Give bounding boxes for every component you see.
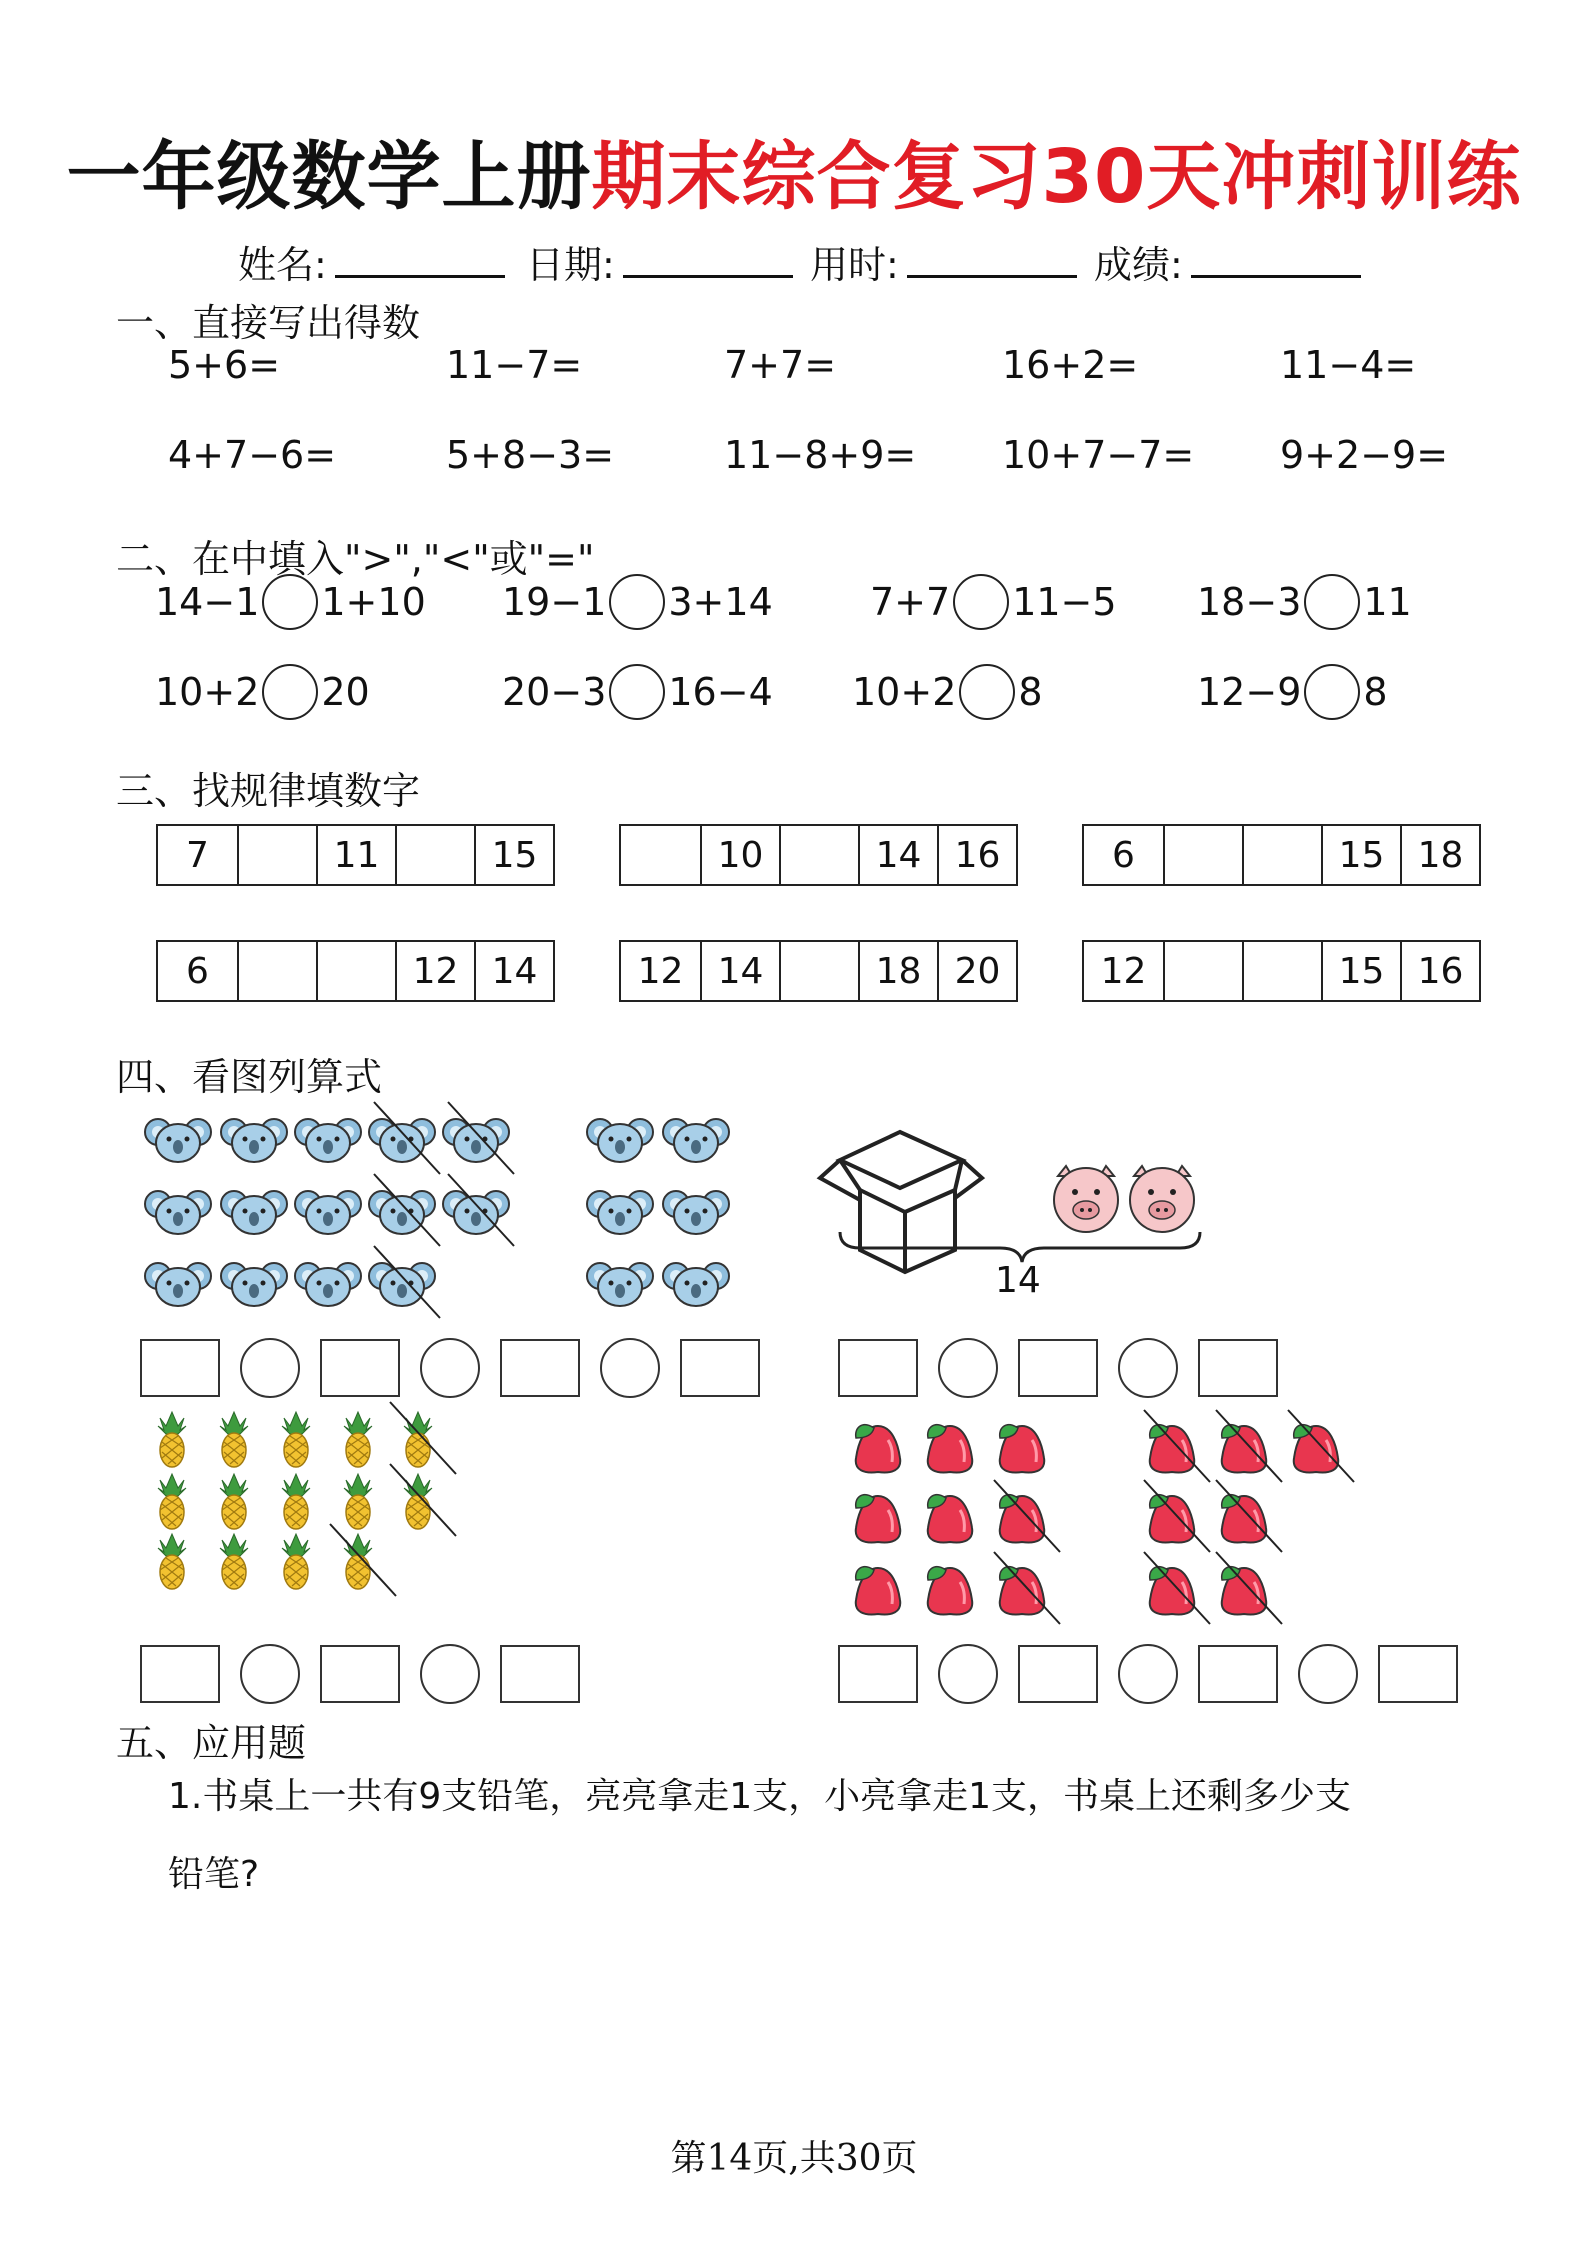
time-label: 用时: — [810, 243, 899, 287]
sequence-cell: 6 — [1112, 834, 1135, 876]
sequence-cell: 14 — [858, 826, 937, 884]
koala-icon — [587, 1191, 653, 1234]
arith-item: 4+7−6= — [168, 433, 337, 477]
score-label: 成绩: — [1094, 243, 1183, 287]
arith-item: 10+7−7= — [1002, 433, 1195, 477]
answer-box[interactable] — [680, 1339, 760, 1397]
arith-item: 11−4= — [1280, 343, 1417, 387]
operator-circle[interactable] — [1118, 1644, 1178, 1704]
section-4-heading: 四、看图列算式 — [116, 1055, 383, 1099]
sequence-cell: 16 — [1400, 942, 1479, 1000]
answer-box[interactable] — [140, 1339, 220, 1397]
sequence-cell: 11 — [316, 826, 395, 884]
koala-icon — [295, 1263, 361, 1306]
apple-icon — [1222, 1567, 1267, 1615]
sequence-cell: 12 — [395, 942, 474, 1000]
answer-box[interactable] — [838, 1645, 918, 1703]
operator-circle[interactable] — [600, 1338, 660, 1398]
pineapple-group — [158, 1402, 456, 1596]
operator-circle[interactable] — [938, 1644, 998, 1704]
compare-item: 10+2 20 — [155, 664, 370, 720]
answer-box[interactable] — [320, 1339, 400, 1397]
compare-item: 19−1 3+14 — [502, 574, 773, 630]
sequence-cell: 15 — [1321, 826, 1400, 884]
sequence-cell: 18 — [1400, 826, 1479, 884]
answer-box[interactable] — [1378, 1645, 1458, 1703]
sequence-cell: 14 — [700, 942, 779, 1000]
apple-icon — [928, 1425, 973, 1473]
koala-icon — [587, 1119, 653, 1162]
pineapple-icon — [158, 1474, 186, 1529]
arith-item: 11−7= — [446, 343, 583, 387]
sequence-cell: 14 — [474, 942, 553, 1000]
koala-icon — [663, 1119, 729, 1162]
arith-item: 9+2−9= — [1280, 433, 1449, 477]
apple-icon — [1294, 1425, 1339, 1473]
operator-circle[interactable] — [1298, 1644, 1358, 1704]
sequence-cell: 15 — [474, 826, 553, 884]
title-red: 期末综合复习30天冲刺训练 — [591, 134, 1522, 220]
pineapple-icon — [344, 1534, 372, 1589]
compare-item: 18−3 11 — [1197, 574, 1412, 630]
apple-icon — [1000, 1425, 1045, 1473]
section-5-heading: 五、应用题 — [116, 1721, 307, 1765]
equation-blanks-pineapple — [140, 1644, 580, 1704]
equation-blanks-koala — [140, 1338, 760, 1398]
koala-icon — [587, 1263, 653, 1306]
answer-box[interactable] — [500, 1645, 580, 1703]
pineapple-icon — [158, 1412, 186, 1467]
sequence-cell: 6 — [186, 950, 209, 992]
title-black: 一年级数学上册 — [66, 134, 592, 220]
compare-item: 12−9 8 — [1197, 664, 1388, 720]
apple-icon — [856, 1425, 901, 1473]
box-icon — [820, 1132, 982, 1272]
arith-item: 5+8−3= — [446, 433, 615, 477]
pineapple-icon — [220, 1412, 248, 1467]
equation-blanks-pig — [838, 1338, 1278, 1398]
apple-icon — [1222, 1495, 1267, 1543]
arith-item: 7+7= — [724, 343, 837, 387]
koala-icon — [295, 1119, 361, 1162]
apple-icon — [1150, 1495, 1195, 1543]
answer-box[interactable] — [1018, 1339, 1098, 1397]
answer-box[interactable] — [1198, 1339, 1278, 1397]
pineapple-icon — [344, 1474, 372, 1529]
sequence-cell: 12 — [637, 950, 684, 992]
pineapple-icon — [282, 1474, 310, 1529]
koala-icon — [369, 1263, 435, 1306]
apple-icon — [1000, 1495, 1045, 1543]
sequence-cell: 7 — [186, 834, 209, 876]
compare-item: 10+2 8 — [852, 664, 1043, 720]
apple-icon — [1000, 1567, 1045, 1615]
pineapple-icon — [158, 1534, 186, 1589]
sequence-cell: 15 — [1321, 942, 1400, 1000]
koala-icon — [221, 1191, 287, 1234]
pig-icon — [1130, 1166, 1194, 1232]
operator-circle[interactable] — [1118, 1338, 1178, 1398]
compare-item: 7+7 11−5 — [870, 574, 1117, 630]
koala-icon — [443, 1191, 509, 1234]
date-label: 日期: — [526, 243, 615, 287]
pineapple-icon — [282, 1534, 310, 1589]
koala-icon — [663, 1191, 729, 1234]
section-3-heading: 三、找规律填数字 — [116, 769, 421, 813]
page-footer: 第14页,共30页 — [670, 2138, 918, 2179]
brace-14 — [840, 1232, 1200, 1262]
operator-circle[interactable] — [240, 1338, 300, 1398]
word-problem-line-2: 铅笔? — [168, 1854, 260, 1895]
koala-icon — [295, 1191, 361, 1234]
operator-circle[interactable] — [240, 1644, 300, 1704]
koala-icon — [145, 1119, 211, 1162]
apple-group — [856, 1410, 1354, 1624]
section-2-heading: 二、在中填入">","<"或"=" — [116, 537, 595, 581]
answer-box[interactable] — [500, 1339, 580, 1397]
sequence-cell: 10 — [700, 826, 779, 884]
koala-icon — [145, 1191, 211, 1234]
pineapple-icon — [404, 1474, 432, 1529]
pineapple-icon — [220, 1474, 248, 1529]
operator-circle[interactable] — [420, 1644, 480, 1704]
compare-item: 14−1 1+10 — [155, 574, 426, 630]
arith-item: 11−8+9= — [724, 433, 917, 477]
koala-icon — [369, 1119, 435, 1162]
brace-total-label: 14 — [995, 1260, 1041, 1301]
apple-icon — [856, 1567, 901, 1615]
koala-group — [145, 1102, 729, 1318]
apple-icon — [928, 1495, 973, 1543]
answer-box[interactable] — [320, 1645, 400, 1703]
koala-icon — [221, 1263, 287, 1306]
apple-icon — [856, 1495, 901, 1543]
apple-icon — [1222, 1425, 1267, 1473]
answer-box[interactable] — [1018, 1645, 1098, 1703]
koala-icon — [663, 1263, 729, 1306]
pineapple-icon — [404, 1412, 432, 1467]
arith-item: 16+2= — [1002, 343, 1139, 387]
answer-box[interactable] — [1198, 1645, 1278, 1703]
section-1-heading: 一、直接写出得数 — [116, 301, 421, 345]
pineapple-icon — [344, 1412, 372, 1467]
koala-icon — [145, 1263, 211, 1306]
compare-item: 20−3 16−4 — [502, 664, 773, 720]
pig-group — [1054, 1166, 1194, 1232]
operator-circle[interactable] — [420, 1338, 480, 1398]
sequence-cell: 12 — [1100, 950, 1147, 992]
apple-icon — [928, 1567, 973, 1615]
equation-blanks-apple — [838, 1644, 1458, 1704]
koala-icon — [221, 1119, 287, 1162]
word-problem-line-1: 1.书桌上一共有9支铅笔，亮亮拿走1支，小亮拿走1支，书桌上还剩多少支 — [168, 1776, 1352, 1817]
name-label: 姓名: — [238, 243, 327, 287]
koala-icon — [369, 1191, 435, 1234]
answer-box[interactable] — [140, 1645, 220, 1703]
pineapple-icon — [220, 1534, 248, 1589]
apple-icon — [1150, 1425, 1195, 1473]
apple-icon — [1150, 1567, 1195, 1615]
sequence-cell: 16 — [937, 826, 1016, 884]
answer-box[interactable] — [838, 1339, 918, 1397]
pineapple-icon — [282, 1412, 310, 1467]
pig-icon — [1054, 1166, 1118, 1232]
arith-item: 5+6= — [168, 343, 281, 387]
operator-circle[interactable] — [938, 1338, 998, 1398]
sequence-cell: 20 — [937, 942, 1016, 1000]
koala-icon — [443, 1119, 509, 1162]
sequence-cell: 18 — [858, 942, 937, 1000]
